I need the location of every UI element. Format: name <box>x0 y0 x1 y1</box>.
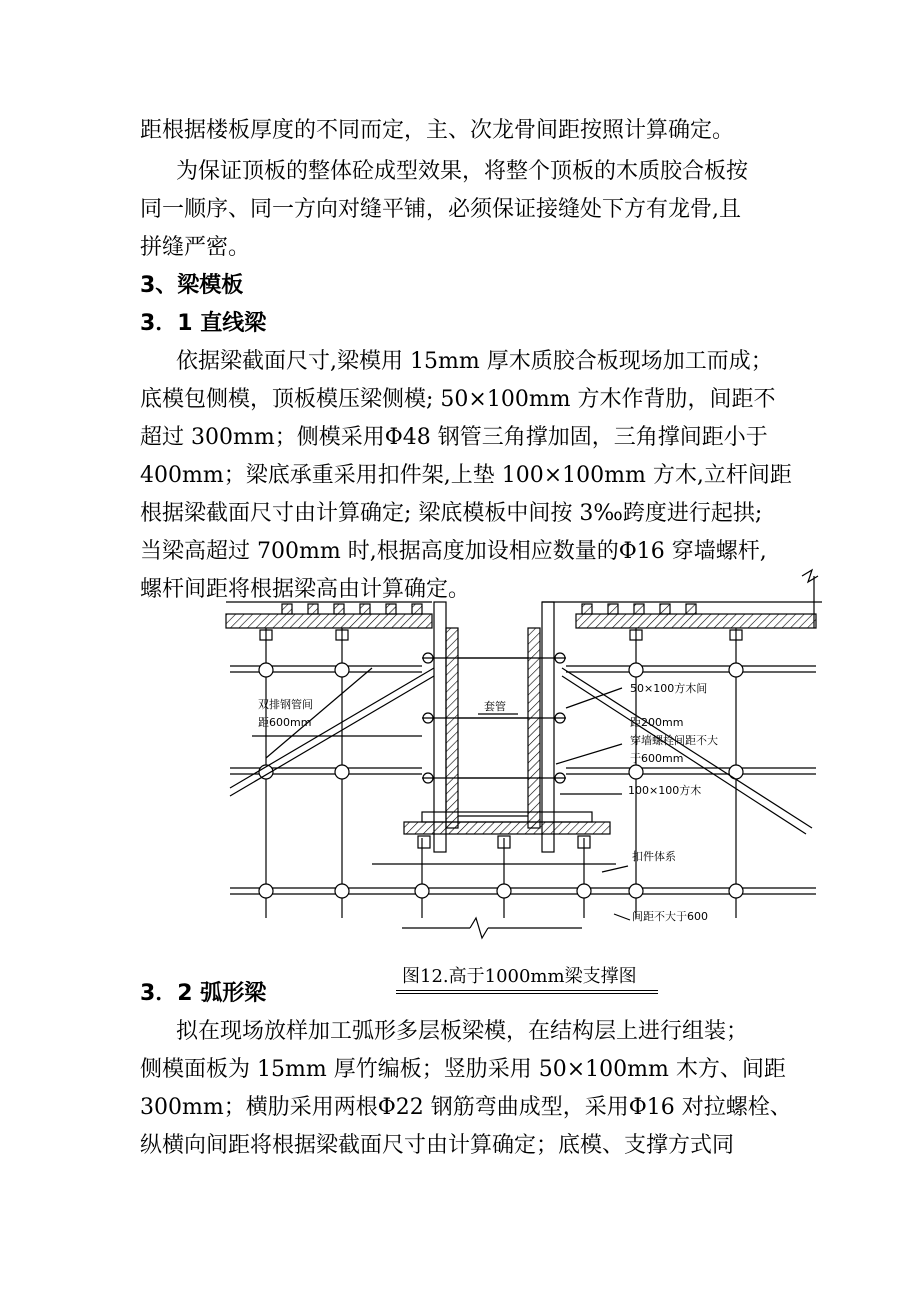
paragraph-line: 拟在现场放样加工弧形多层板梁模，在结构层上进行组装； <box>176 1019 749 1044</box>
break-line-bottom <box>470 918 488 938</box>
through-bolts <box>422 653 566 783</box>
diagonal-braces <box>230 668 812 834</box>
jacks-top <box>260 630 742 640</box>
paragraph-line: 超过 300mm；侧模采用Φ48 钢管三角撑加固，三角撑间距小于 <box>140 425 768 450</box>
figure-caption: 图12.高于1000mm梁支撑图 <box>402 966 637 987</box>
label-double-row-2: 距600mm <box>258 716 312 729</box>
timber-blocks-right <box>582 604 696 614</box>
label-timber-spacing-2: 距200mm <box>630 716 684 729</box>
break-line <box>802 570 818 582</box>
label-sleeve: 套管 <box>484 700 506 713</box>
label-double-row: 双排钢管间 <box>258 698 313 711</box>
paragraph-line: 300mm；横肋采用两根Φ22 钢筋弯曲成型，采用Φ16 对拉螺栓、 <box>140 1095 792 1120</box>
paragraph-line: 拼缝严密。 <box>140 235 251 260</box>
label-timber-spacing: 50×100方木间 <box>630 682 708 695</box>
slab-formwork-right <box>576 614 816 628</box>
paragraph-line: 同一顺序、同一方向对缝平铺，必须保证接缝处下方有龙骨,且 <box>140 197 741 222</box>
paragraph-line: 根据梁截面尺寸由计算确定; 梁底模板中间按 3‰跨度进行起拱; <box>140 501 763 526</box>
paragraph-line: 当梁高超过 700mm 时,根据高度加设相应数量的Φ16 穿墙螺杆, <box>140 539 767 564</box>
label-pole-spacing: 间距不大于600 <box>632 910 708 923</box>
timber-blocks-left <box>282 604 422 614</box>
paragraph-line: 侧模面板为 15mm 厚竹编板；竖肋采用 50×100mm 木方、间距 <box>140 1057 786 1082</box>
paragraph-line: 为保证顶板的整体砼成型效果，将整个顶板的木质胶合板按 <box>176 159 749 184</box>
paragraph-line: 螺杆间距将根据梁高由计算确定。 <box>140 577 471 602</box>
paragraph-line: 依据梁截面尺寸,梁模用 15mm 厚木质胶合板现场加工而成； <box>176 349 773 374</box>
label-square-timber: 100×100方木 <box>628 784 702 797</box>
horizontal-ledgers <box>230 666 816 894</box>
paragraph-line: 底模包侧模，顶板模压梁侧模; 50×100mm 方木作背肋，间距不 <box>140 387 776 412</box>
paragraph-line: 距根据楼板厚度的不同而定，主、次龙骨间距按照计算确定。 <box>140 118 735 143</box>
beam-side-right <box>542 602 554 852</box>
section-heading: 3、梁模板 <box>140 273 244 298</box>
subsection-heading: 3．1 直线梁 <box>140 311 267 336</box>
beam-side-left <box>434 602 446 852</box>
caption-underline <box>396 990 658 994</box>
paragraph-line: 纵横向间距将根据梁截面尺寸由计算确定；底模、支撑方式同 <box>140 1133 735 1158</box>
paragraph-line: 400mm；梁底承重采用扣件架,上垫 100×100mm 方木,立杆间距 <box>140 463 792 488</box>
beam-support-diagram <box>222 568 828 940</box>
label-coupler-system: 扣件体系 <box>632 850 676 863</box>
subsection-heading: 3．2 弧形梁 <box>140 981 267 1006</box>
label-bolt-spacing-2: 于600mm <box>630 752 684 765</box>
label-bolt-spacing: 穿墙螺栓间距不大 <box>630 734 718 747</box>
beam-bottom-timber <box>404 822 610 834</box>
slab-formwork-left <box>226 614 432 628</box>
